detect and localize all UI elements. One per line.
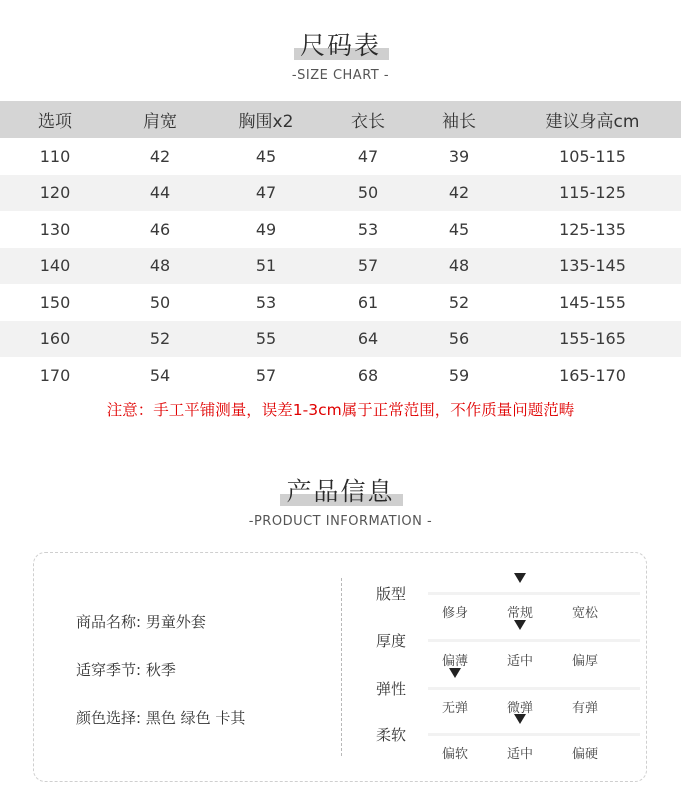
scale-option: 适中 bbox=[506, 654, 533, 669]
info-row-season bbox=[76, 659, 176, 680]
scale-track bbox=[428, 639, 640, 642]
cell-length: 61 bbox=[357, 292, 379, 312]
scale-option: 微弹 bbox=[506, 701, 533, 716]
cell-height: 105-115 bbox=[559, 146, 626, 166]
cell-sleeve: 56 bbox=[414, 321, 504, 358]
scale-option: 有弹 bbox=[571, 701, 598, 716]
scale-option: 修身 bbox=[441, 606, 468, 621]
header-option: 选项 bbox=[0, 101, 110, 138]
header-height: 建议身高cm bbox=[504, 101, 681, 138]
size-chart-subtitle: -SIZE CHART - bbox=[291, 68, 390, 83]
header-length: 衣长 bbox=[322, 101, 414, 138]
cell-sleeve: 39 bbox=[448, 146, 470, 166]
scale-track bbox=[428, 592, 640, 595]
cell-length: 64 bbox=[322, 321, 414, 358]
cell-shoulder: 44 bbox=[110, 175, 210, 212]
cell-chest: 57 bbox=[255, 365, 277, 385]
cell-chest: 51 bbox=[210, 248, 322, 285]
info-value: 秋季 bbox=[145, 661, 176, 679]
scale-track bbox=[428, 687, 640, 690]
cell-length: 50 bbox=[322, 175, 414, 212]
cell-length: 57 bbox=[322, 248, 414, 285]
scale-option: 宽松 bbox=[571, 606, 598, 621]
header-chest: 胸围x2 bbox=[210, 101, 322, 138]
cell-shoulder: 54 bbox=[149, 365, 171, 385]
measurement-note: 注意：手工平铺测量，误差1-3cm属于正常范围，不作质量问题范畴 bbox=[106, 401, 575, 419]
table-row bbox=[0, 321, 681, 358]
scale-option: 常规 bbox=[506, 606, 533, 621]
cell-height: 145-155 bbox=[559, 292, 626, 312]
cell-sleeve: 45 bbox=[448, 219, 470, 239]
attr-label: 版型 bbox=[376, 585, 407, 603]
scale-option: 适中 bbox=[506, 747, 533, 762]
cell-sleeve: 48 bbox=[414, 248, 504, 285]
selection-marker-icon bbox=[514, 573, 526, 583]
cell-option: 150 bbox=[39, 292, 71, 312]
cell-height: 125-135 bbox=[559, 219, 626, 239]
cell-chest: 55 bbox=[210, 321, 322, 358]
cell-shoulder: 48 bbox=[110, 248, 210, 285]
scale-option: 偏硬 bbox=[571, 747, 598, 762]
table-row bbox=[0, 284, 681, 321]
cell-height: 135-145 bbox=[504, 248, 681, 285]
attr-label: 厚度 bbox=[376, 632, 407, 650]
cell-option: 170 bbox=[39, 365, 71, 385]
cell-shoulder: 50 bbox=[149, 292, 171, 312]
scale-option: 偏厚 bbox=[571, 654, 598, 669]
cell-length: 53 bbox=[357, 219, 379, 239]
table-row bbox=[0, 248, 681, 285]
cell-height: 155-165 bbox=[504, 321, 681, 358]
cell-option: 120 bbox=[0, 175, 110, 212]
product-info-header bbox=[0, 472, 681, 529]
info-row-name bbox=[76, 611, 206, 632]
cell-length: 68 bbox=[357, 365, 379, 385]
cell-shoulder: 42 bbox=[149, 146, 171, 166]
product-info-box bbox=[33, 552, 647, 782]
header-sleeve: 袖长 bbox=[414, 101, 504, 138]
size-table bbox=[0, 101, 681, 394]
scale-option: 偏软 bbox=[441, 747, 468, 762]
table-row bbox=[0, 357, 681, 394]
divider bbox=[341, 578, 342, 756]
attr-label: 柔软 bbox=[376, 726, 407, 744]
size-chart-title-block bbox=[300, 26, 381, 62]
cell-shoulder: 46 bbox=[149, 219, 171, 239]
info-label: 商品名称: bbox=[76, 613, 142, 631]
table-row bbox=[0, 175, 681, 212]
size-chart-title: 尺码表 bbox=[299, 31, 381, 60]
table-row bbox=[0, 138, 681, 175]
cell-height: 165-170 bbox=[559, 365, 626, 385]
cell-shoulder: 52 bbox=[110, 321, 210, 358]
scale-option: 偏薄 bbox=[441, 654, 468, 669]
cell-sleeve: 42 bbox=[414, 175, 504, 212]
cell-option: 130 bbox=[39, 219, 71, 239]
cell-chest: 53 bbox=[255, 292, 277, 312]
scale-track bbox=[428, 733, 640, 736]
cell-chest: 45 bbox=[255, 146, 277, 166]
selection-marker-icon bbox=[514, 714, 526, 724]
product-info-title-block bbox=[286, 472, 394, 508]
scale-option: 无弹 bbox=[441, 701, 468, 716]
info-value: 男童外套 bbox=[145, 613, 206, 631]
cell-option: 160 bbox=[0, 321, 110, 358]
header-shoulder: 肩宽 bbox=[110, 101, 210, 138]
cell-chest: 49 bbox=[255, 219, 277, 239]
attr-label: 弹性 bbox=[376, 680, 407, 698]
selection-marker-icon bbox=[449, 668, 461, 678]
info-value: 黑色 绿色 卡其 bbox=[145, 709, 246, 727]
product-info-title: 产品信息 bbox=[286, 477, 395, 506]
selection-marker-icon bbox=[514, 620, 526, 630]
cell-option: 110 bbox=[39, 146, 71, 166]
product-info-subtitle: -PRODUCT INFORMATION - bbox=[248, 514, 433, 529]
cell-sleeve: 52 bbox=[448, 292, 470, 312]
info-label: 颜色选择: bbox=[76, 709, 142, 727]
size-table-header-row bbox=[0, 101, 681, 138]
info-row-color bbox=[76, 707, 245, 728]
size-chart-header bbox=[0, 26, 681, 83]
cell-height: 115-125 bbox=[504, 175, 681, 212]
table-row bbox=[0, 211, 681, 248]
cell-sleeve: 59 bbox=[448, 365, 470, 385]
info-label: 适穿季节: bbox=[76, 661, 142, 679]
cell-chest: 47 bbox=[210, 175, 322, 212]
cell-length: 47 bbox=[357, 146, 379, 166]
cell-option: 140 bbox=[0, 248, 110, 285]
